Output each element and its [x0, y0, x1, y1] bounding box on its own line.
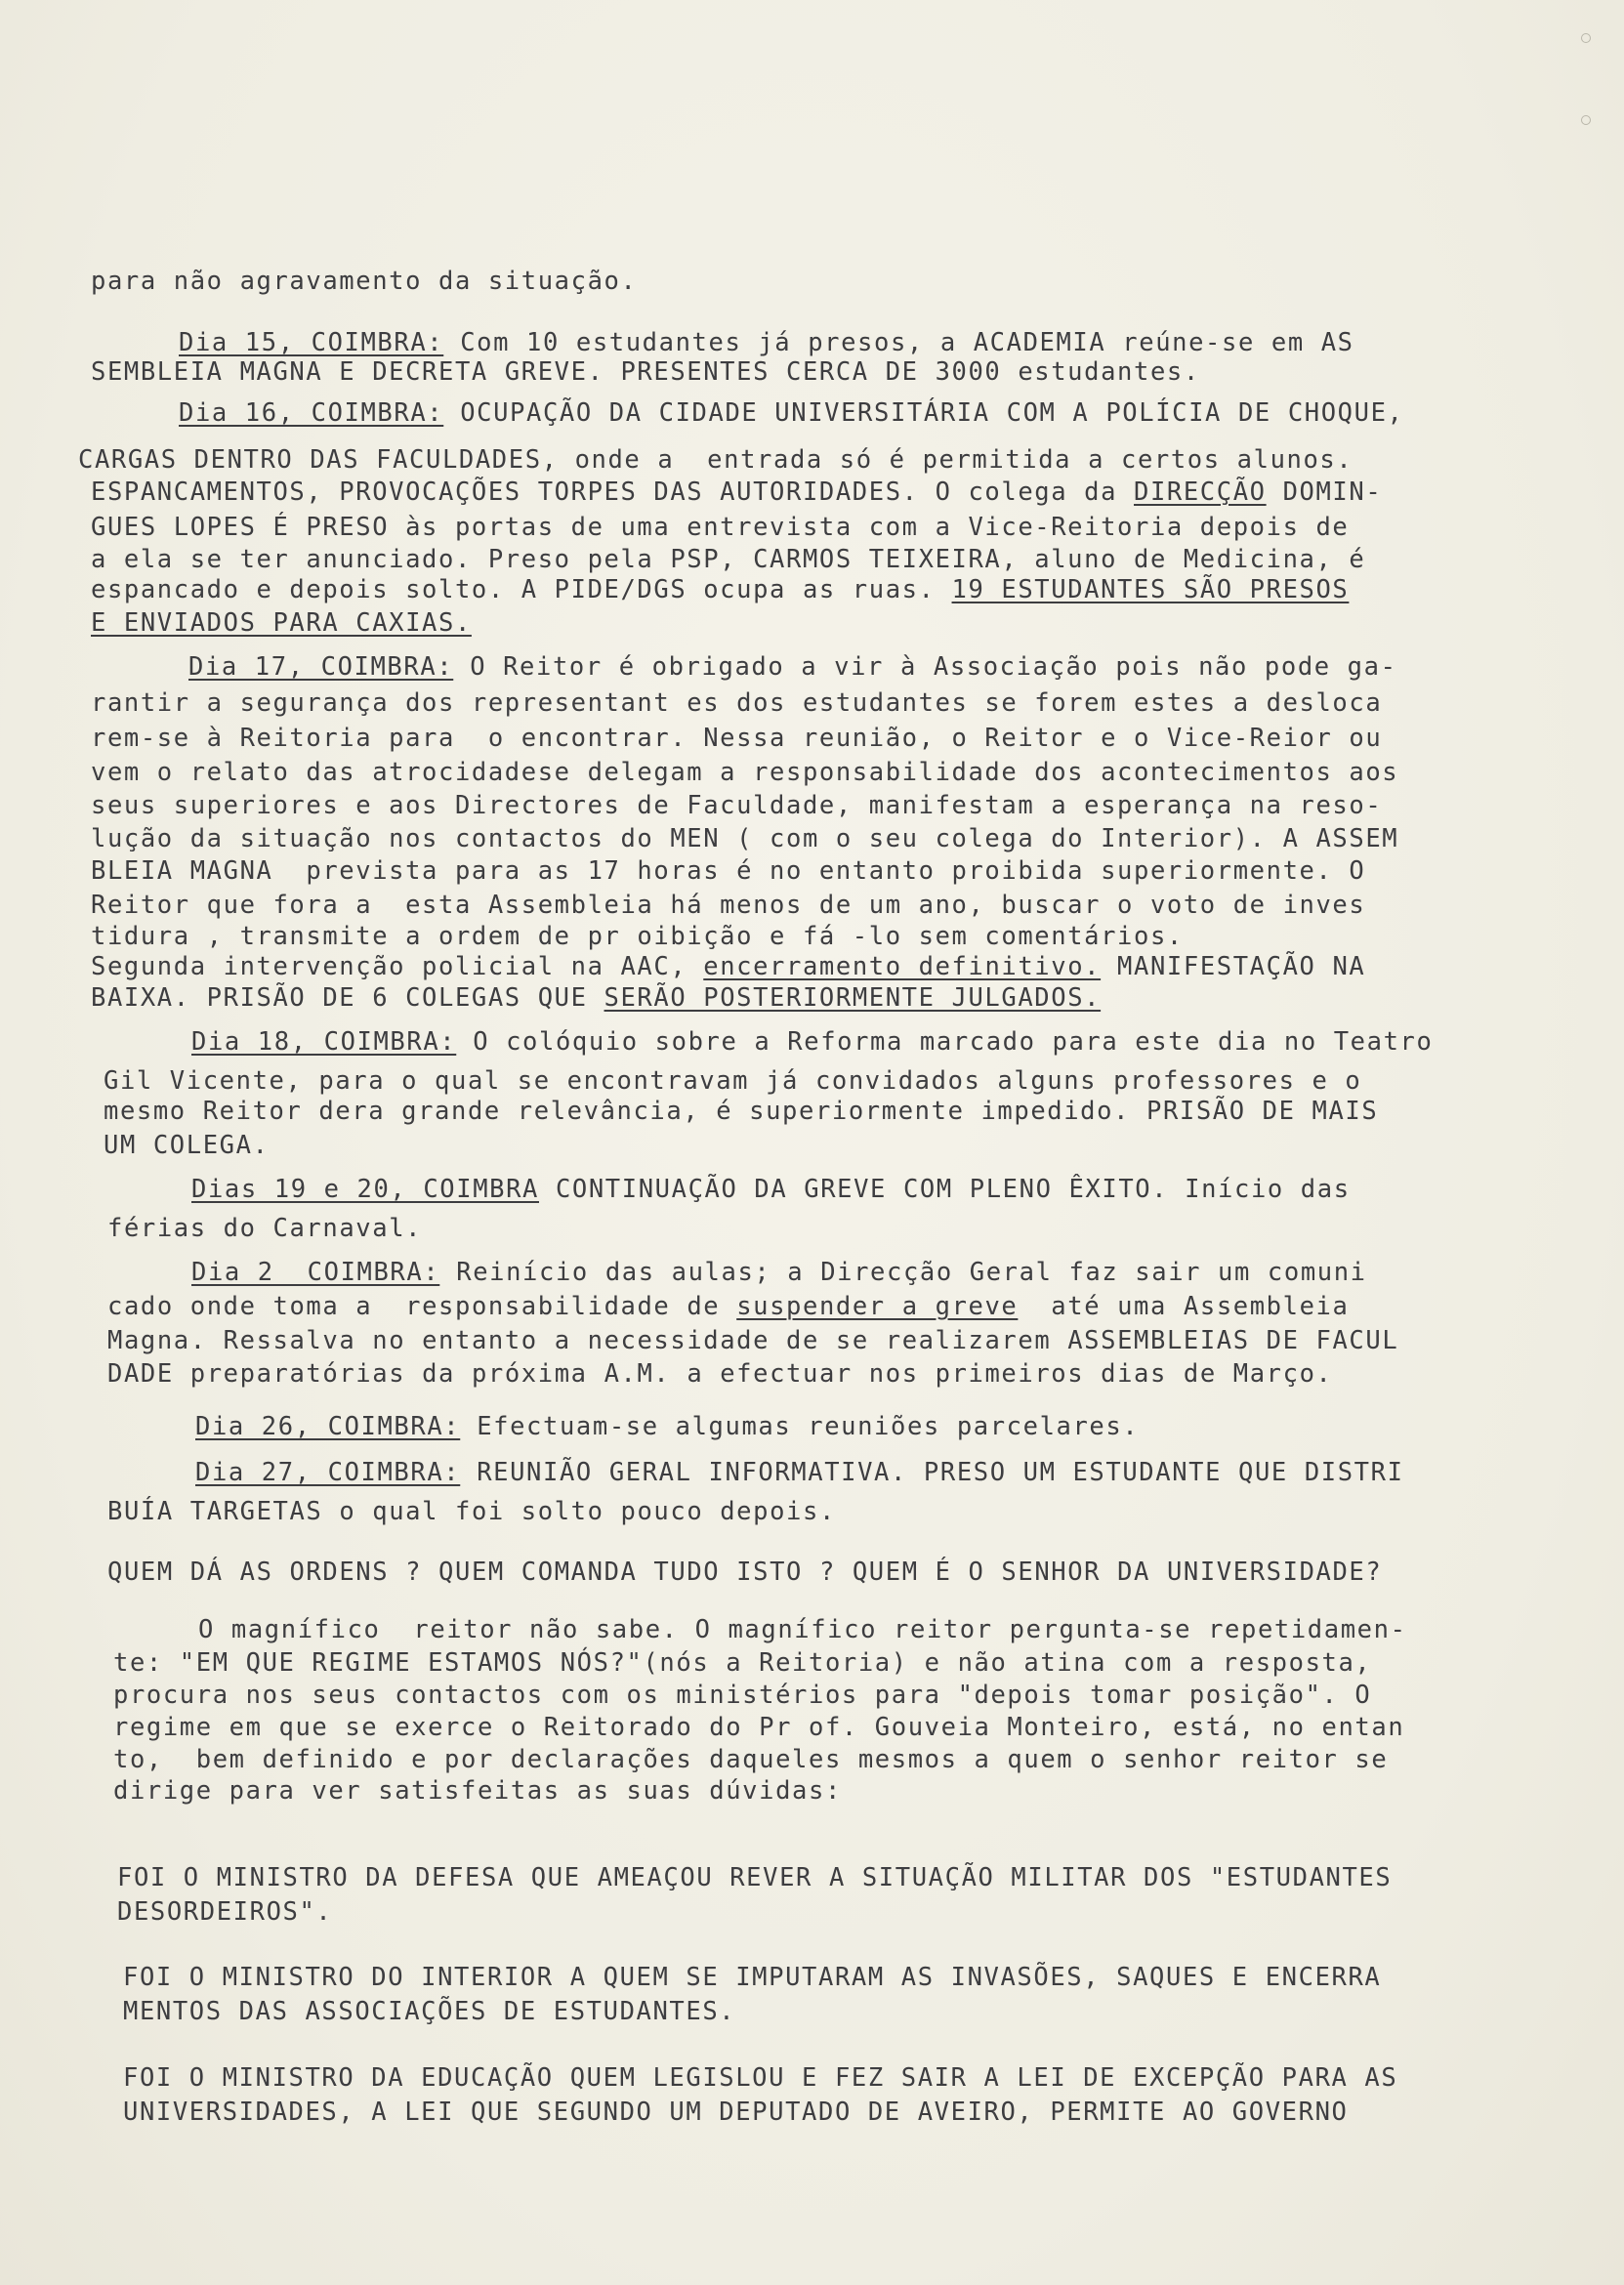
text-line: to, bem definido e por declarações daqueles mesmos a quem o senhor reitor se — [113, 1745, 1389, 1774]
text-line: QUEM DÁ AS ORDENS ? QUEM COMANDA TUDO ISTO ? QUEM É O SENHOR DA UNIVERSIDADE? — [107, 1558, 1383, 1587]
text-line: CARGAS DENTRO DAS FACULDADES, onde a entrada só é permitida a certos alunos. — [78, 445, 1353, 475]
text-line — [107, 1292, 1349, 1321]
text-segment: cado onde toma a responsabilidade de — [107, 1292, 737, 1321]
text-line — [191, 1027, 1433, 1057]
text-segment: BAIXA. PRISÃO DE 6 COLEGAS QUE — [91, 983, 604, 1013]
text-line — [91, 952, 1365, 981]
text-line: rantir a segurança dos representant es dos estudantes se forem estes a desloca — [91, 688, 1383, 718]
underlined-text: Dias 19 e 20, COIMBRA — [191, 1175, 539, 1204]
text-line: te: "EM QUE REGIME ESTAMOS NÓS?"(nós a Reitoria) e não atina com a resposta, — [113, 1648, 1372, 1678]
text-line: O magnífico reitor não sabe. O magnífico reitor pergunta-se repetidamen- — [198, 1615, 1407, 1644]
text-line: FOI O MINISTRO DA DEFESA QUE AMEAÇOU REVER A SITUAÇÃO MILITAR DOS "ESTUDANTES — [117, 1863, 1393, 1892]
text-line: UM COLEGA. — [104, 1131, 270, 1160]
text-line: FOI O MINISTRO DA EDUCAÇÃO QUEM LEGISLOU E FEZ SAIR A LEI DE EXCEPÇÃO PARA AS — [123, 2063, 1398, 2093]
text-segment: O colóquio sobre a Reforma marcado para este dia no Teatro — [456, 1027, 1434, 1057]
underlined-text: Dia 15, COIMBRA: — [179, 328, 444, 357]
text-line — [195, 1458, 1404, 1487]
text-line: para não agravamento da situação. — [91, 267, 638, 296]
text-line — [123, 1963, 1381, 1992]
text-segment: DOMIN- — [1266, 478, 1383, 507]
text-line: MENTOS DAS ASSOCIAÇÕES DE ESTUDANTES. — [123, 1997, 736, 2026]
text-line — [91, 608, 472, 638]
text-segment: FOI O MINISTRO DO INTERIOR A QUEM SE IMPUTARAM AS INVASÕES, SAQUES E ENCERRA — [123, 1963, 1382, 1992]
text-segment: Efectuam-se algumas reuniões parcelares. — [460, 1412, 1140, 1441]
underlined-text: 19 ESTUDANTES SÃO PRESOS — [951, 575, 1350, 604]
text-segment: MANIFESTAÇÃO NA — [1101, 952, 1366, 981]
text-line: GUES LOPES É PRESO às portas de uma entrevista com a Vice-Reitoria depois de — [91, 513, 1350, 542]
text-line: Magna. Ressalva no entanto a necessidade de se realizarem ASSEMBLEIAS DE FACUL — [107, 1326, 1399, 1355]
text-segment: O Reitor é obrigado a vir à Associação pois não pode ga- — [453, 652, 1397, 682]
underlined-text: suspender a greve — [736, 1292, 1019, 1321]
text-segment: OCUPAÇÃO DA CIDADE UNIVERSITÁRIA COM A POLÍCIA DE CHOQUE, — [443, 398, 1404, 428]
text-line — [91, 575, 1349, 604]
underlined-text: DIRECÇÃO — [1134, 478, 1267, 507]
text-segment: espancado e depois solto. A PIDE/DGS ocupa as ruas. — [91, 575, 952, 604]
text-line: DADE preparatórias da próxima A.M. a efectuar nos primeiros dias de Março. — [107, 1359, 1333, 1389]
text-segment: Com 10 estudantes já presos, a ACADEMIA reúne-se em AS — [443, 328, 1354, 357]
underlined-text: SERÃO POSTERIORMENTE JULGADOS. — [604, 983, 1102, 1013]
text-segment: Segunda intervenção policial na AAC, — [91, 952, 704, 981]
underlined-text: Dia 18, COIMBRA: — [191, 1027, 457, 1057]
margin-mark — [1581, 33, 1591, 43]
text-line: seus superiores e aos Directores de Faculdade, manifestam a esperança na reso- — [91, 791, 1383, 820]
text-line: DESORDEIROS". — [117, 1897, 333, 1927]
underlined-text: encerramento definitivo. — [703, 952, 1102, 981]
text-line: Gil Vicente, para o qual se encontravam já convidados alguns professores e o — [104, 1066, 1362, 1096]
text-line: BLEIA MAGNA prevista para as 17 horas é no entanto proibida superiormente. O — [91, 856, 1366, 886]
text-segment: CONTINUAÇÃO DA GREVE COM PLENO ÊXITO. Início das — [539, 1175, 1351, 1204]
underlined-text: Dia 26, COIMBRA: — [195, 1412, 461, 1441]
underlined-text: Dia 2_ COIMBRA: — [191, 1258, 440, 1287]
underlined-text: Dia 17, COIMBRA: — [188, 652, 454, 682]
text-line: lução da situação nos contactos do MEN ( com o seu colega do Interior). A ASSEM — [91, 824, 1399, 853]
text-line: BUÍA TARGETAS o qual foi solto pouco depois. — [107, 1497, 836, 1526]
underlined-text: E ENVIADOS PARA CAXIAS. — [91, 608, 472, 638]
text-line — [179, 398, 1403, 428]
text-line: vem o relato das atrocidadese delegam a responsabilidade dos acontecimentos aos — [91, 758, 1399, 787]
text-line: regime em que se exerce o Reitorado do Pr of. Gouveia Monteiro, está, no entan — [113, 1713, 1405, 1742]
text-line: SEMBLEIA MAGNA E DECRETA GREVE. PRESENTES CERCA DE 3000 estudantes. — [91, 357, 1200, 387]
text-line: rem-se à Reitoria para o encontrar. Nessa reunião, o Reitor e o Vice-Reior ou — [91, 724, 1383, 753]
text-line — [188, 652, 1397, 682]
text-line — [191, 1175, 1351, 1204]
underlined-text: Dia 27, COIMBRA: — [195, 1458, 461, 1487]
text-line — [191, 1258, 1367, 1287]
text-line — [179, 328, 1354, 357]
text-line — [195, 1412, 1139, 1441]
text-line: a ela se ter anunciado. Preso pela PSP, CARMOS TEIXEIRA, aluno de Medicina, é — [91, 545, 1366, 574]
underlined-text: Dia 16, COIMBRA: — [179, 398, 444, 428]
text-line — [91, 478, 1382, 507]
text-segment: até uma Assembleia — [1018, 1292, 1350, 1321]
text-segment: REUNIÃO GERAL INFORMATIVA. PRESO UM ESTUDANTE QUE DISTRI — [460, 1458, 1404, 1487]
text-line: mesmo Reitor dera grande relevância, é superiormente impedido. PRISÃO DE MAIS — [104, 1097, 1379, 1126]
text-line: férias do Carnaval. — [107, 1214, 423, 1243]
text-line: dirige para ver satisfeitas as suas dúvidas: — [113, 1776, 842, 1806]
margin-mark — [1581, 115, 1591, 125]
text-line: Reitor que fora a esta Assembleia há menos de um ano, buscar o voto de inves — [91, 891, 1366, 920]
text-segment: ESPANCAMENTOS, PROVOCAÇÕES TORPES DAS AUTORIDADES. O colega da — [91, 478, 1134, 507]
text-segment: Reinício das aulas; a Direcção Geral faz sair um comuni — [439, 1258, 1367, 1287]
text-line — [91, 983, 1101, 1013]
text-line: tidura , transmite a ordem de pr oibição e fá -lo sem comentários. — [91, 922, 1184, 951]
text-line: UNIVERSIDADES, A LEI QUE SEGUNDO UM DEPUTADO DE AVEIRO, PERMITE AO GOVERNO — [123, 2098, 1349, 2127]
text-line: procura nos seus contactos com os ministérios para "depois tomar posição". O — [113, 1681, 1372, 1710]
